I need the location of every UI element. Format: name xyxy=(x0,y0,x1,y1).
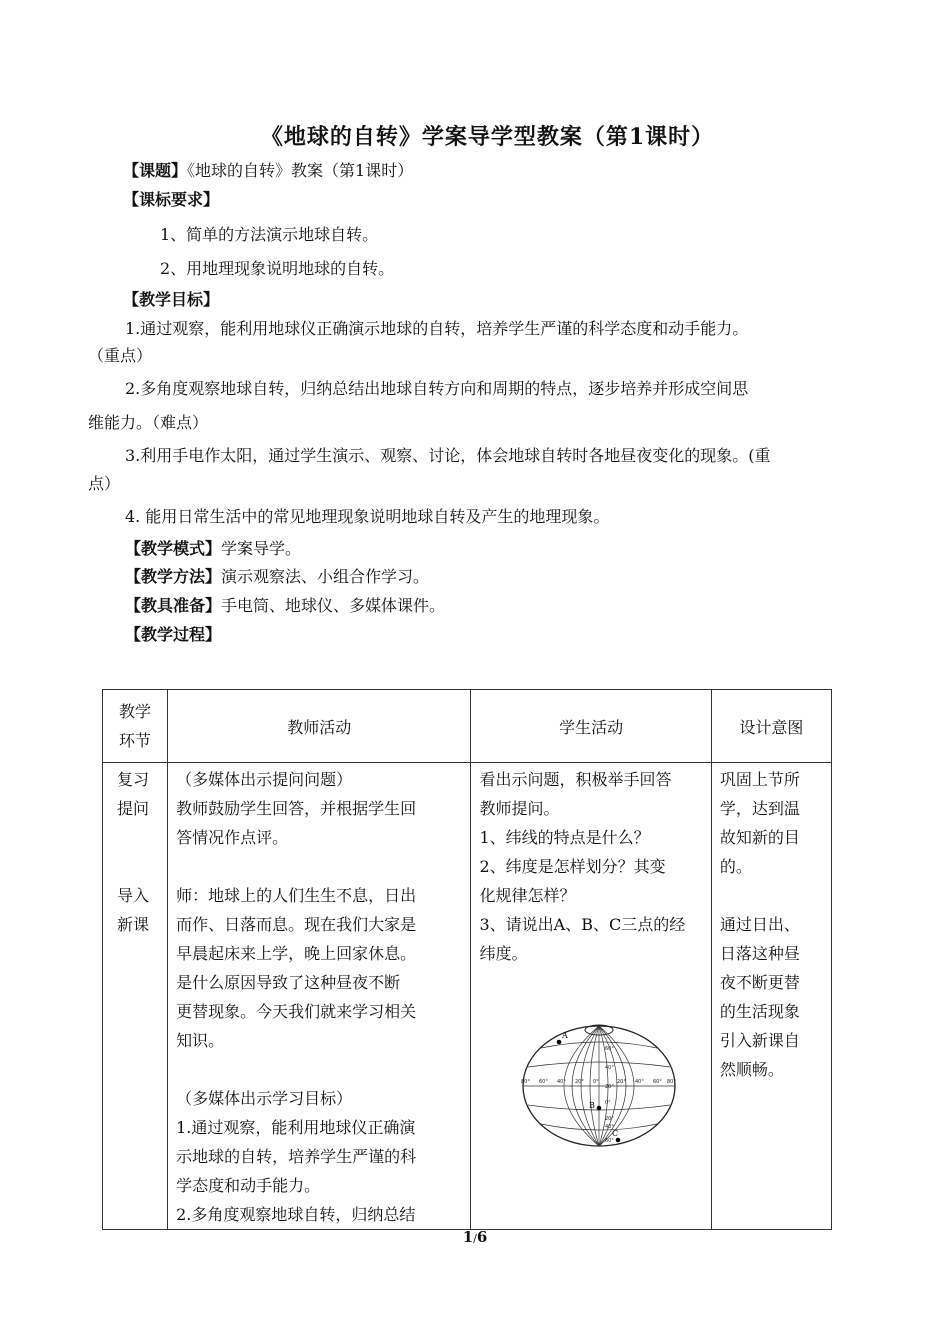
header-stage-bottom: 环节 xyxy=(119,731,152,750)
tools-value: 手电筒、地球仪、多媒体课件。 xyxy=(221,596,446,615)
design-text-line: 学，达到温 xyxy=(719,799,800,818)
design-text-line: 的。 xyxy=(719,857,752,876)
design-text-line: 故知新的目 xyxy=(719,828,800,847)
design-intent-text xyxy=(712,763,831,1084)
lat-label: 40° xyxy=(605,1124,615,1130)
table-row xyxy=(103,763,832,1230)
lat-label: 0° xyxy=(605,1100,612,1106)
teacher-text-line: 师：地球上的人们生生不息，日出 xyxy=(176,886,417,905)
page-total: 6 xyxy=(476,1228,488,1246)
design-text-line: 夜不断更替 xyxy=(719,973,800,992)
teacher-text-line: （多媒体出示提问问题） xyxy=(176,770,353,789)
process-table xyxy=(102,689,832,1230)
design-text-line: 引入新课自 xyxy=(719,1031,800,1050)
stage-cell xyxy=(103,763,168,1230)
page-number xyxy=(0,1228,950,1246)
lat-label: 20° xyxy=(605,1116,615,1122)
lat-label: 60° xyxy=(605,1046,615,1052)
teacher-text-line: 1.通过观察，能利用地球仪正确演 xyxy=(176,1118,416,1137)
student-text-line: 教师提问。 xyxy=(479,799,560,818)
teacher-text-line: 更替现象。今天我们就来学习相关 xyxy=(176,1002,417,1021)
design-text-line: 然顺畅。 xyxy=(719,1060,784,1079)
globe-point-b-label: B xyxy=(589,1101,596,1110)
mode-value: 学案导学。 xyxy=(221,539,302,558)
teacher-text-line xyxy=(176,1055,464,1084)
teacher-text-line: 知识。 xyxy=(176,1031,225,1050)
teacher-text-line: 答情况作点评。 xyxy=(176,828,289,847)
student-text-line: 1、纬线的特点是什么？ xyxy=(479,828,650,847)
header-teacher: 教师活动 xyxy=(168,690,471,763)
globe-graticule xyxy=(519,1022,679,1150)
stage-line: 新课 xyxy=(117,915,150,934)
mode-label: 【教学模式】 xyxy=(125,539,222,558)
page-current: 1 xyxy=(462,1228,474,1246)
page-separator: / xyxy=(473,1232,477,1245)
teacher-text-line: 教师鼓励学生回答，并根据学生回 xyxy=(176,799,417,818)
student-activity-text xyxy=(471,763,710,968)
standard-item-1: 1、简单的方法演示地球自转。 xyxy=(160,225,379,244)
goal-1-line1: 1.通过观察，能利用地球仪正确演示地球的自转，培养学生严谨的科学态度和动手能力。 xyxy=(125,319,749,338)
design-text-line: 通过日出、 xyxy=(719,915,800,934)
globe-point-b xyxy=(597,1106,602,1111)
teacher-text-line: 是什么原因导致了这种昼夜不断 xyxy=(176,973,401,992)
globe-point-a xyxy=(557,1040,562,1045)
student-cell xyxy=(471,763,711,1230)
goal-2-line2: 维能力。（难点） xyxy=(88,413,209,432)
standard-label: 【课标要求】 xyxy=(123,190,220,209)
header-student: 学生活动 xyxy=(471,690,711,763)
teacher-cell xyxy=(168,763,471,1230)
stage-line: 导入 xyxy=(117,886,150,905)
header-stage-top: 教学 xyxy=(119,702,152,721)
lon-label: 40° xyxy=(557,1079,567,1085)
teacher-text-line: （多媒体出示学习目标） xyxy=(176,1089,353,1108)
tools-label: 【教具准备】 xyxy=(125,596,222,615)
student-text-line: 看出示问题，积极举手回答 xyxy=(479,770,672,789)
teacher-activity-text xyxy=(168,763,470,1229)
stage-line: 提问 xyxy=(117,799,150,818)
header-stage xyxy=(103,690,168,763)
globe-point-c-label: C xyxy=(612,1129,619,1138)
method-label: 【教学方法】 xyxy=(125,567,222,586)
design-cell xyxy=(711,763,831,1230)
teacher-text-line: 示地球的自转，培养学生严谨的科 xyxy=(176,1147,417,1166)
lat-label: 40° xyxy=(605,1065,615,1071)
process-label: 【教学过程】 xyxy=(125,625,222,644)
globe-figure xyxy=(519,1022,710,1154)
lat-label: 20° xyxy=(605,1084,615,1090)
topic-line xyxy=(123,160,413,182)
lon-label: 60° xyxy=(653,1079,663,1085)
goal-3-line2: 点） xyxy=(88,474,121,493)
lon-label: 20° xyxy=(575,1079,585,1085)
mode-line xyxy=(125,538,301,560)
lon-label: 80° xyxy=(667,1079,677,1085)
student-text-line: 化规律怎样？ xyxy=(479,886,576,905)
teacher-text-line: 2.多角度观察地球自转，归纳总结 xyxy=(176,1205,416,1224)
lon-label: 80° xyxy=(521,1079,531,1085)
lon-label: 40° xyxy=(635,1079,645,1085)
table-header-row xyxy=(103,690,832,763)
design-text-line: 的生活现象 xyxy=(719,1002,800,1021)
teacher-text-line: 学态度和动手能力。 xyxy=(176,1176,321,1195)
design-text-line xyxy=(720,881,825,910)
header-design: 设计意图 xyxy=(711,690,831,763)
globe-point-c xyxy=(616,1138,621,1143)
teacher-text-line: 而作、日落而息。现在我们大家是 xyxy=(176,915,417,934)
topic-value: 《地球的自转》教案（第1课时） xyxy=(187,161,414,180)
design-text-line: 日落这种昼 xyxy=(719,944,800,963)
stage-line: 复习 xyxy=(117,770,150,789)
document-title: 《地球的自转》学案导学型教案（第1课时） xyxy=(260,124,715,150)
goals-label: 【教学目标】 xyxy=(123,290,220,309)
goal-2-line1: 2.多角度观察地球自转，归纳总结出地球自转方向和周期的特点，逐步培养并形成空间思 xyxy=(125,379,749,398)
method-value: 演示观察法、小组合作学习。 xyxy=(221,567,430,586)
goal-1-line2: （重点） xyxy=(88,346,153,365)
tools-line xyxy=(125,595,445,617)
lon-label: 0° xyxy=(593,1079,600,1085)
teacher-text-line xyxy=(176,852,464,881)
globe-point-a-label: A xyxy=(562,1031,569,1040)
method-line xyxy=(125,566,429,588)
lat-label: 60° xyxy=(605,1138,615,1144)
student-text-line: 纬度。 xyxy=(479,944,528,963)
teacher-text-line: 早晨起床来上学，晚上回家休息。 xyxy=(176,944,417,963)
goal-4-line1: 4. 能用日常生活中的常见地理现象说明地球自转及产生的地理现象。 xyxy=(125,507,610,526)
goal-3-line1: 3.利用手电作太阳，通过学生演示、观察、讨论，体会地球自转时各地昼夜变化的现象。(重 xyxy=(125,446,771,465)
student-text-line: 3、请说出A、B、C三点的经 xyxy=(479,915,686,934)
lon-label: 60° xyxy=(539,1079,549,1085)
student-text-line: 2、纬度是怎样划分？其变 xyxy=(479,857,666,876)
lon-label: 20° xyxy=(617,1079,627,1085)
standard-item-2: 2、用地理现象说明地球的自转。 xyxy=(160,259,395,278)
topic-label: 【课题】 xyxy=(123,161,188,180)
design-text-line: 巩固上节所 xyxy=(719,770,800,789)
